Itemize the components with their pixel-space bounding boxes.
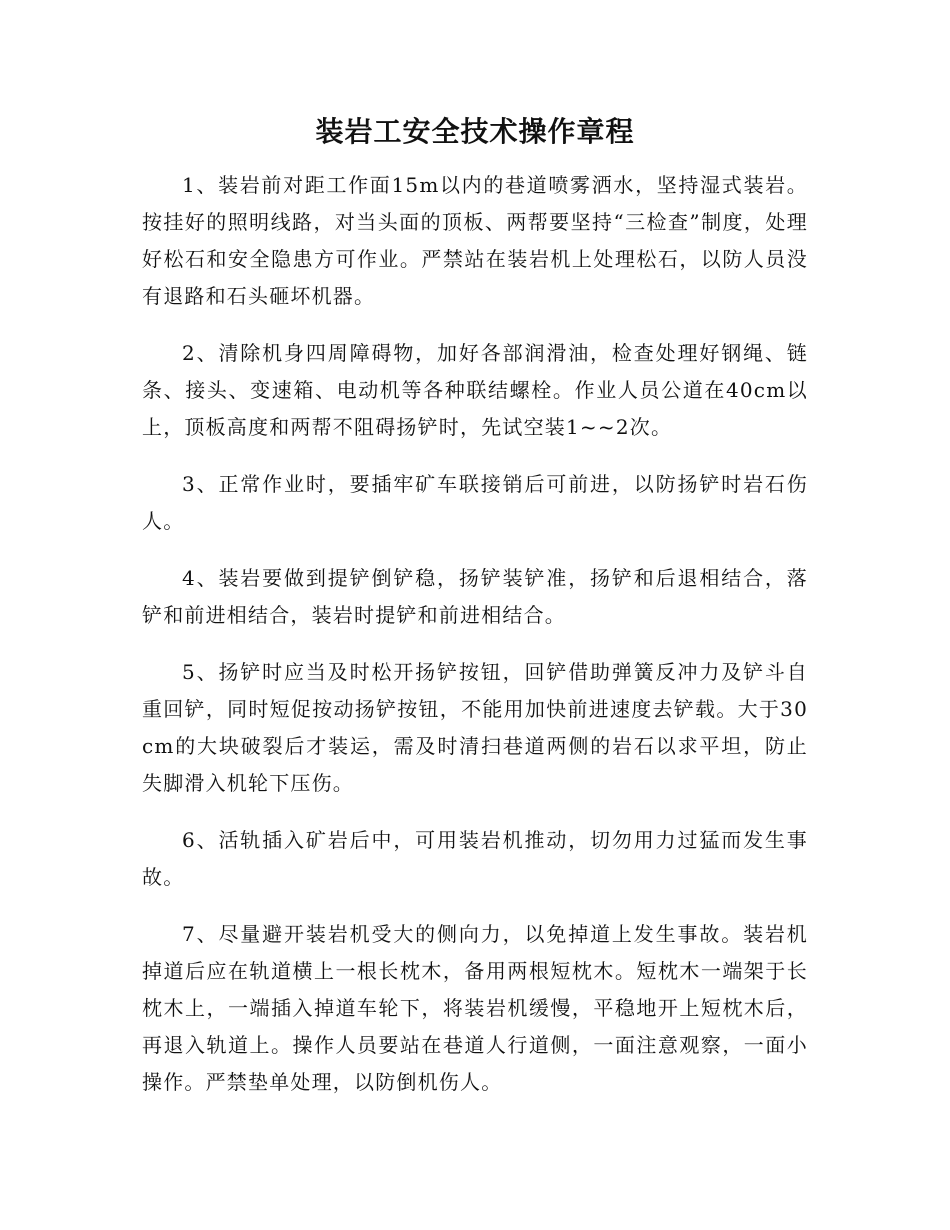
- paragraph-5: 5、扬铲时应当及时松开扬铲按钮，回铲借助弹簧反冲力及铲斗自重回铲，同时短促按动扬铲按钮，不能用加快前进速度去铲载。大于30cm的大块破裂后才装运，需及时清扫巷道两侧的岩石以求平坦，防止失脚滑入机轮下压伤。: [142, 660, 808, 795]
- document-title: 装岩工安全技术操作章程: [315, 115, 635, 148]
- paragraph-2: 2、清除机身四周障碍物，加好各部润滑油，检查处理好钢绳、链条、接头、变速箱、电动机等各种联结螺栓。作业人员公道在40cm以上，顶板高度和两帮不阻碍扬铲时，先试空装1~~2次。: [142, 341, 808, 439]
- paragraph-6: 6、活轨插入矿岩后中，可用装岩机推动，切勿用力过猛而发生事故。: [142, 828, 808, 889]
- paragraph-3: 3、正常作业时，要插牢矿车联接销后可前进，以防扬铲时岩石伤人。: [142, 472, 808, 533]
- paragraph-1: 1、装岩前对距工作面15m以内的巷道喷雾洒水，坚持湿式装岩。按挂好的照明线路，对当头面的顶板、两帮要坚持“三检查”制度，处理好松石和安全隐患方可作业。严禁站在装岩机上处理松石，以防人员没有退路和石头砸坏机器。: [142, 173, 808, 308]
- paragraph-7: 7、尽量避开装岩机受大的侧向力，以免掉道上发生事故。装岩机掉道后应在轨道横上一根长枕木，备用两根短枕木。短枕木一端架于长枕木上，一端插入掉道车轮下，将装岩机缓慢，平稳地开上短枕木后，再退入轨道上。操作人员要站在巷道人行道侧，一面注意观察，一面小操作。严禁垫单处理，以防倒机伤人。: [142, 922, 808, 1094]
- document-body: [142, 167, 808, 1121]
- paragraph-4: 4、装岩要做到提铲倒铲稳，扬铲装铲准，扬铲和后退相结合，落铲和前进相结合，装岩时提铲和前进相结合。: [142, 566, 808, 627]
